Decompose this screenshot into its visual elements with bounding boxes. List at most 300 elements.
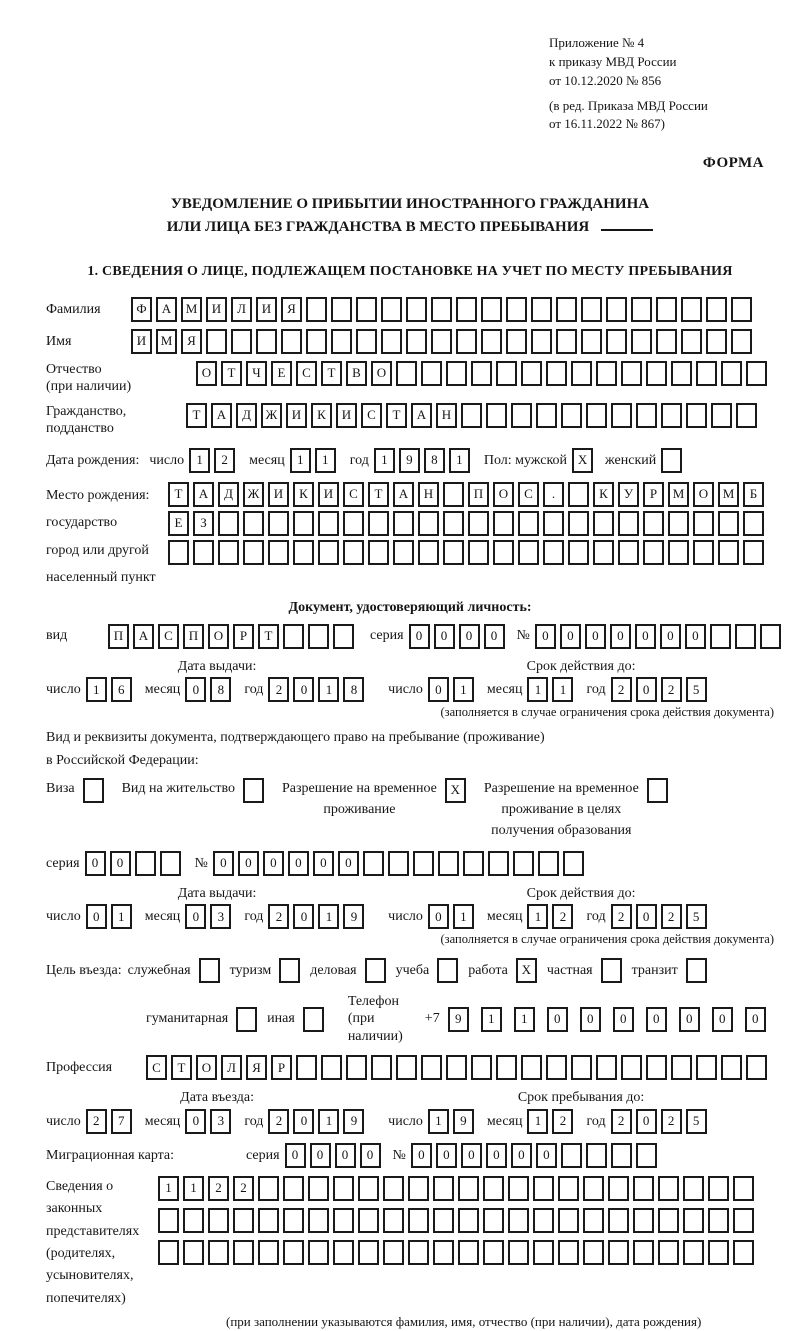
char-cell[interactable] <box>333 624 354 649</box>
char-cell[interactable] <box>611 403 632 428</box>
char-cell[interactable] <box>710 624 731 649</box>
char-cell[interactable] <box>606 329 627 354</box>
char-cell[interactable]: 0 <box>511 1143 532 1168</box>
char-cell[interactable]: 0 <box>745 1007 766 1032</box>
char-cell[interactable]: 0 <box>238 851 259 876</box>
char-cell[interactable] <box>608 1208 629 1233</box>
char-cell[interactable] <box>243 511 264 536</box>
char-cell[interactable]: 0 <box>610 624 631 649</box>
char-cell[interactable] <box>533 1240 554 1265</box>
char-cell[interactable]: 2 <box>611 1109 632 1134</box>
char-cell[interactable]: 0 <box>459 624 480 649</box>
char-cell[interactable]: 0 <box>436 1143 457 1168</box>
char-cell[interactable] <box>746 361 767 386</box>
char-cell[interactable] <box>581 297 602 322</box>
char-cell[interactable] <box>471 361 492 386</box>
char-cell[interactable] <box>268 540 289 565</box>
char-cell[interactable]: 9 <box>453 1109 474 1134</box>
char-cell[interactable]: 2 <box>552 1109 573 1134</box>
char-cell[interactable] <box>393 511 414 536</box>
char-cell[interactable]: Ч <box>246 361 267 386</box>
char-cell[interactable] <box>346 1055 367 1080</box>
char-cell[interactable] <box>583 1176 604 1201</box>
char-cell[interactable]: К <box>311 403 332 428</box>
char-cell[interactable]: 0 <box>293 1109 314 1134</box>
char-cell[interactable] <box>418 511 439 536</box>
char-cell[interactable]: З <box>193 511 214 536</box>
char-cell[interactable] <box>735 624 756 649</box>
char-cell[interactable] <box>168 540 189 565</box>
char-cell[interactable]: 0 <box>484 624 505 649</box>
char-cell[interactable]: 1 <box>318 1109 339 1134</box>
char-cell[interactable] <box>618 511 639 536</box>
char-cell[interactable]: Я <box>246 1055 267 1080</box>
char-cell[interactable]: 2 <box>611 904 632 929</box>
char-cell[interactable]: 9 <box>343 1109 364 1134</box>
char-cell[interactable]: 1 <box>290 448 311 473</box>
char-cell[interactable]: 1 <box>183 1176 204 1201</box>
char-cell[interactable] <box>646 1055 667 1080</box>
char-cell[interactable] <box>583 1240 604 1265</box>
char-cell[interactable] <box>308 624 329 649</box>
char-cell[interactable] <box>371 1055 392 1080</box>
char-cell[interactable]: Р <box>643 482 664 507</box>
char-cell[interactable] <box>611 1143 632 1168</box>
char-cell[interactable] <box>456 297 477 322</box>
char-cell[interactable] <box>568 511 589 536</box>
char-cell[interactable]: Р <box>233 624 254 649</box>
char-cell[interactable] <box>496 1055 517 1080</box>
char-cell[interactable] <box>356 329 377 354</box>
residence-permit-checkbox[interactable] <box>243 778 264 803</box>
char-cell[interactable] <box>158 1208 179 1233</box>
char-cell[interactable] <box>636 403 657 428</box>
char-cell[interactable] <box>636 1143 657 1168</box>
char-cell[interactable] <box>343 511 364 536</box>
char-cell[interactable]: 2 <box>233 1176 254 1201</box>
char-cell[interactable]: 2 <box>208 1176 229 1201</box>
char-cell[interactable]: 0 <box>646 1007 667 1032</box>
gender-male-checkbox[interactable]: X <box>572 448 593 473</box>
char-cell[interactable]: 1 <box>86 677 107 702</box>
char-cell[interactable]: 2 <box>214 448 235 473</box>
char-cell[interactable] <box>760 624 781 649</box>
char-cell[interactable] <box>558 1176 579 1201</box>
char-cell[interactable] <box>693 540 714 565</box>
char-cell[interactable]: 8 <box>343 677 364 702</box>
char-cell[interactable] <box>408 1208 429 1233</box>
char-cell[interactable]: И <box>286 403 307 428</box>
purpose-business-checkbox[interactable] <box>365 958 386 983</box>
char-cell[interactable]: 1 <box>189 448 210 473</box>
char-cell[interactable]: 8 <box>424 448 445 473</box>
char-cell[interactable] <box>721 1055 742 1080</box>
char-cell[interactable] <box>158 1240 179 1265</box>
char-cell[interactable] <box>631 329 652 354</box>
char-cell[interactable]: 0 <box>434 624 455 649</box>
char-cell[interactable]: 2 <box>268 904 289 929</box>
char-cell[interactable] <box>513 851 534 876</box>
char-cell[interactable]: 2 <box>611 677 632 702</box>
char-cell[interactable]: 0 <box>636 677 657 702</box>
char-cell[interactable]: 1 <box>374 448 395 473</box>
char-cell[interactable] <box>408 1176 429 1201</box>
char-cell[interactable] <box>358 1208 379 1233</box>
purpose-study-checkbox[interactable] <box>437 958 458 983</box>
char-cell[interactable] <box>733 1208 754 1233</box>
char-cell[interactable] <box>521 361 542 386</box>
char-cell[interactable]: 0 <box>110 851 131 876</box>
char-cell[interactable] <box>521 1055 542 1080</box>
char-cell[interactable]: А <box>133 624 154 649</box>
char-cell[interactable] <box>431 297 452 322</box>
char-cell[interactable]: 1 <box>481 1007 502 1032</box>
char-cell[interactable]: А <box>411 403 432 428</box>
char-cell[interactable]: И <box>131 329 152 354</box>
char-cell[interactable] <box>443 482 464 507</box>
char-cell[interactable] <box>243 540 264 565</box>
char-cell[interactable]: 0 <box>486 1143 507 1168</box>
char-cell[interactable]: И <box>336 403 357 428</box>
char-cell[interactable] <box>433 1208 454 1233</box>
char-cell[interactable] <box>706 297 727 322</box>
char-cell[interactable] <box>421 361 442 386</box>
char-cell[interactable] <box>446 1055 467 1080</box>
char-cell[interactable] <box>481 297 502 322</box>
char-cell[interactable] <box>388 851 409 876</box>
purpose-work-checkbox[interactable]: X <box>516 958 537 983</box>
char-cell[interactable] <box>496 361 517 386</box>
char-cell[interactable]: 0 <box>285 1143 306 1168</box>
char-cell[interactable]: 0 <box>335 1143 356 1168</box>
char-cell[interactable] <box>568 540 589 565</box>
char-cell[interactable]: 0 <box>560 624 581 649</box>
purpose-official-checkbox[interactable] <box>199 958 220 983</box>
char-cell[interactable] <box>686 403 707 428</box>
char-cell[interactable] <box>233 1240 254 1265</box>
char-cell[interactable] <box>668 540 689 565</box>
char-cell[interactable] <box>421 1055 442 1080</box>
char-cell[interactable] <box>160 851 181 876</box>
char-cell[interactable]: 1 <box>449 448 470 473</box>
char-cell[interactable] <box>333 1240 354 1265</box>
char-cell[interactable] <box>308 1176 329 1201</box>
char-cell[interactable] <box>586 1143 607 1168</box>
char-cell[interactable] <box>721 361 742 386</box>
char-cell[interactable] <box>583 1208 604 1233</box>
char-cell[interactable]: И <box>256 297 277 322</box>
char-cell[interactable] <box>543 540 564 565</box>
char-cell[interactable]: 0 <box>288 851 309 876</box>
char-cell[interactable] <box>711 403 732 428</box>
purpose-transit-checkbox[interactable] <box>686 958 707 983</box>
char-cell[interactable] <box>608 1240 629 1265</box>
char-cell[interactable]: 9 <box>448 1007 469 1032</box>
char-cell[interactable] <box>593 511 614 536</box>
char-cell[interactable]: Е <box>271 361 292 386</box>
char-cell[interactable] <box>438 851 459 876</box>
char-cell[interactable]: 1 <box>453 677 474 702</box>
char-cell[interactable]: 0 <box>85 851 106 876</box>
char-cell[interactable] <box>658 1176 679 1201</box>
char-cell[interactable] <box>518 511 539 536</box>
char-cell[interactable]: И <box>318 482 339 507</box>
char-cell[interactable]: 0 <box>185 1109 206 1134</box>
char-cell[interactable] <box>718 540 739 565</box>
char-cell[interactable] <box>531 297 552 322</box>
char-cell[interactable] <box>446 361 467 386</box>
char-cell[interactable] <box>396 361 417 386</box>
char-cell[interactable] <box>458 1240 479 1265</box>
char-cell[interactable] <box>306 329 327 354</box>
char-cell[interactable]: 0 <box>635 624 656 649</box>
temp-residence-edu-checkbox[interactable] <box>647 778 668 803</box>
char-cell[interactable] <box>743 511 764 536</box>
char-cell[interactable] <box>646 361 667 386</box>
char-cell[interactable] <box>493 511 514 536</box>
char-cell[interactable] <box>193 540 214 565</box>
char-cell[interactable]: Н <box>436 403 457 428</box>
char-cell[interactable]: 1 <box>514 1007 535 1032</box>
char-cell[interactable]: 5 <box>686 1109 707 1134</box>
char-cell[interactable]: Ф <box>131 297 152 322</box>
char-cell[interactable]: 8 <box>210 677 231 702</box>
char-cell[interactable]: О <box>208 624 229 649</box>
char-cell[interactable]: А <box>193 482 214 507</box>
char-cell[interactable] <box>671 1055 692 1080</box>
char-cell[interactable] <box>533 1176 554 1201</box>
char-cell[interactable]: О <box>493 482 514 507</box>
char-cell[interactable] <box>606 297 627 322</box>
char-cell[interactable]: 5 <box>686 904 707 929</box>
char-cell[interactable]: К <box>293 482 314 507</box>
char-cell[interactable] <box>483 1240 504 1265</box>
char-cell[interactable] <box>593 540 614 565</box>
char-cell[interactable]: 0 <box>185 904 206 929</box>
char-cell[interactable]: 0 <box>535 624 556 649</box>
purpose-humanitarian-checkbox[interactable] <box>236 1007 257 1032</box>
char-cell[interactable] <box>561 1143 582 1168</box>
char-cell[interactable]: Т <box>386 403 407 428</box>
char-cell[interactable] <box>596 1055 617 1080</box>
char-cell[interactable] <box>293 511 314 536</box>
char-cell[interactable] <box>708 1240 729 1265</box>
char-cell[interactable]: Т <box>168 482 189 507</box>
char-cell[interactable]: 1 <box>552 677 573 702</box>
char-cell[interactable]: К <box>593 482 614 507</box>
char-cell[interactable] <box>546 361 567 386</box>
char-cell[interactable]: 0 <box>263 851 284 876</box>
char-cell[interactable]: 0 <box>679 1007 700 1032</box>
char-cell[interactable] <box>556 297 577 322</box>
char-cell[interactable]: Ж <box>243 482 264 507</box>
char-cell[interactable] <box>596 361 617 386</box>
char-cell[interactable] <box>383 1240 404 1265</box>
char-cell[interactable]: О <box>371 361 392 386</box>
char-cell[interactable] <box>413 851 434 876</box>
char-cell[interactable] <box>358 1240 379 1265</box>
char-cell[interactable] <box>561 403 582 428</box>
gender-female-checkbox[interactable] <box>661 448 682 473</box>
char-cell[interactable]: 1 <box>315 448 336 473</box>
char-cell[interactable]: 1 <box>158 1176 179 1201</box>
purpose-private-checkbox[interactable] <box>601 958 622 983</box>
char-cell[interactable] <box>393 540 414 565</box>
char-cell[interactable]: 3 <box>210 1109 231 1134</box>
char-cell[interactable]: 0 <box>547 1007 568 1032</box>
char-cell[interactable] <box>283 1240 304 1265</box>
purpose-other-checkbox[interactable] <box>303 1007 324 1032</box>
char-cell[interactable]: 0 <box>428 904 449 929</box>
char-cell[interactable]: 2 <box>661 677 682 702</box>
char-cell[interactable]: 0 <box>712 1007 733 1032</box>
char-cell[interactable] <box>568 482 589 507</box>
char-cell[interactable]: Т <box>258 624 279 649</box>
char-cell[interactable] <box>433 1176 454 1201</box>
char-cell[interactable] <box>508 1240 529 1265</box>
char-cell[interactable]: Т <box>171 1055 192 1080</box>
char-cell[interactable] <box>706 329 727 354</box>
char-cell[interactable]: У <box>618 482 639 507</box>
char-cell[interactable] <box>308 1208 329 1233</box>
char-cell[interactable]: 5 <box>686 677 707 702</box>
char-cell[interactable] <box>683 1208 704 1233</box>
char-cell[interactable] <box>433 1240 454 1265</box>
char-cell[interactable] <box>368 511 389 536</box>
char-cell[interactable] <box>481 329 502 354</box>
char-cell[interactable]: С <box>361 403 382 428</box>
char-cell[interactable] <box>621 361 642 386</box>
char-cell[interactable] <box>321 1055 342 1080</box>
char-cell[interactable]: 0 <box>660 624 681 649</box>
char-cell[interactable] <box>708 1176 729 1201</box>
char-cell[interactable]: П <box>183 624 204 649</box>
char-cell[interactable] <box>406 329 427 354</box>
char-cell[interactable] <box>233 1208 254 1233</box>
char-cell[interactable] <box>258 1208 279 1233</box>
char-cell[interactable] <box>458 1208 479 1233</box>
char-cell[interactable]: 0 <box>411 1143 432 1168</box>
char-cell[interactable]: Д <box>218 482 239 507</box>
char-cell[interactable] <box>258 1176 279 1201</box>
char-cell[interactable]: 1 <box>318 904 339 929</box>
char-cell[interactable] <box>618 540 639 565</box>
char-cell[interactable] <box>736 403 757 428</box>
char-cell[interactable]: 0 <box>293 677 314 702</box>
char-cell[interactable] <box>296 1055 317 1080</box>
char-cell[interactable] <box>183 1208 204 1233</box>
char-cell[interactable]: 0 <box>293 904 314 929</box>
char-cell[interactable] <box>533 1208 554 1233</box>
char-cell[interactable] <box>536 403 557 428</box>
char-cell[interactable]: 0 <box>428 677 449 702</box>
char-cell[interactable] <box>733 1176 754 1201</box>
char-cell[interactable]: Л <box>231 297 252 322</box>
char-cell[interactable] <box>283 624 304 649</box>
char-cell[interactable] <box>343 540 364 565</box>
char-cell[interactable] <box>183 1240 204 1265</box>
char-cell[interactable] <box>681 329 702 354</box>
char-cell[interactable] <box>493 540 514 565</box>
char-cell[interactable] <box>581 329 602 354</box>
char-cell[interactable]: Я <box>181 329 202 354</box>
char-cell[interactable] <box>461 403 482 428</box>
char-cell[interactable] <box>643 540 664 565</box>
char-cell[interactable]: . <box>543 482 564 507</box>
char-cell[interactable]: Т <box>186 403 207 428</box>
char-cell[interactable] <box>731 297 752 322</box>
char-cell[interactable]: 0 <box>310 1143 331 1168</box>
char-cell[interactable] <box>368 540 389 565</box>
char-cell[interactable] <box>256 329 277 354</box>
char-cell[interactable]: 0 <box>213 851 234 876</box>
char-cell[interactable]: Т <box>368 482 389 507</box>
char-cell[interactable] <box>486 403 507 428</box>
char-cell[interactable]: Ж <box>261 403 282 428</box>
char-cell[interactable] <box>483 1208 504 1233</box>
char-cell[interactable] <box>431 329 452 354</box>
char-cell[interactable]: Т <box>321 361 342 386</box>
char-cell[interactable] <box>508 1208 529 1233</box>
char-cell[interactable] <box>231 329 252 354</box>
char-cell[interactable] <box>746 1055 767 1080</box>
char-cell[interactable] <box>308 1240 329 1265</box>
char-cell[interactable]: И <box>206 297 227 322</box>
char-cell[interactable] <box>468 540 489 565</box>
char-cell[interactable] <box>206 329 227 354</box>
char-cell[interactable]: Н <box>418 482 439 507</box>
char-cell[interactable] <box>488 851 509 876</box>
char-cell[interactable] <box>621 1055 642 1080</box>
char-cell[interactable] <box>696 361 717 386</box>
char-cell[interactable]: 0 <box>580 1007 601 1032</box>
char-cell[interactable]: 0 <box>185 677 206 702</box>
char-cell[interactable] <box>586 403 607 428</box>
char-cell[interactable]: Е <box>168 511 189 536</box>
char-cell[interactable]: М <box>668 482 689 507</box>
char-cell[interactable] <box>363 851 384 876</box>
char-cell[interactable]: 0 <box>338 851 359 876</box>
char-cell[interactable] <box>333 1208 354 1233</box>
char-cell[interactable] <box>661 403 682 428</box>
char-cell[interactable] <box>358 1176 379 1201</box>
char-cell[interactable] <box>471 1055 492 1080</box>
char-cell[interactable]: 2 <box>661 904 682 929</box>
char-cell[interactable]: С <box>518 482 539 507</box>
char-cell[interactable] <box>531 329 552 354</box>
char-cell[interactable] <box>643 511 664 536</box>
char-cell[interactable]: 1 <box>428 1109 449 1134</box>
char-cell[interactable]: П <box>468 482 489 507</box>
char-cell[interactable] <box>306 297 327 322</box>
char-cell[interactable] <box>508 1176 529 1201</box>
char-cell[interactable] <box>563 851 584 876</box>
char-cell[interactable] <box>283 1208 304 1233</box>
char-cell[interactable] <box>743 540 764 565</box>
char-cell[interactable]: О <box>693 482 714 507</box>
char-cell[interactable]: Т <box>221 361 242 386</box>
char-cell[interactable]: А <box>156 297 177 322</box>
char-cell[interactable]: 0 <box>585 624 606 649</box>
char-cell[interactable]: 1 <box>318 677 339 702</box>
char-cell[interactable] <box>658 1208 679 1233</box>
char-cell[interactable]: 2 <box>86 1109 107 1134</box>
char-cell[interactable] <box>538 851 559 876</box>
char-cell[interactable]: 0 <box>685 624 706 649</box>
char-cell[interactable]: 1 <box>453 904 474 929</box>
char-cell[interactable]: С <box>146 1055 167 1080</box>
char-cell[interactable]: В <box>346 361 367 386</box>
